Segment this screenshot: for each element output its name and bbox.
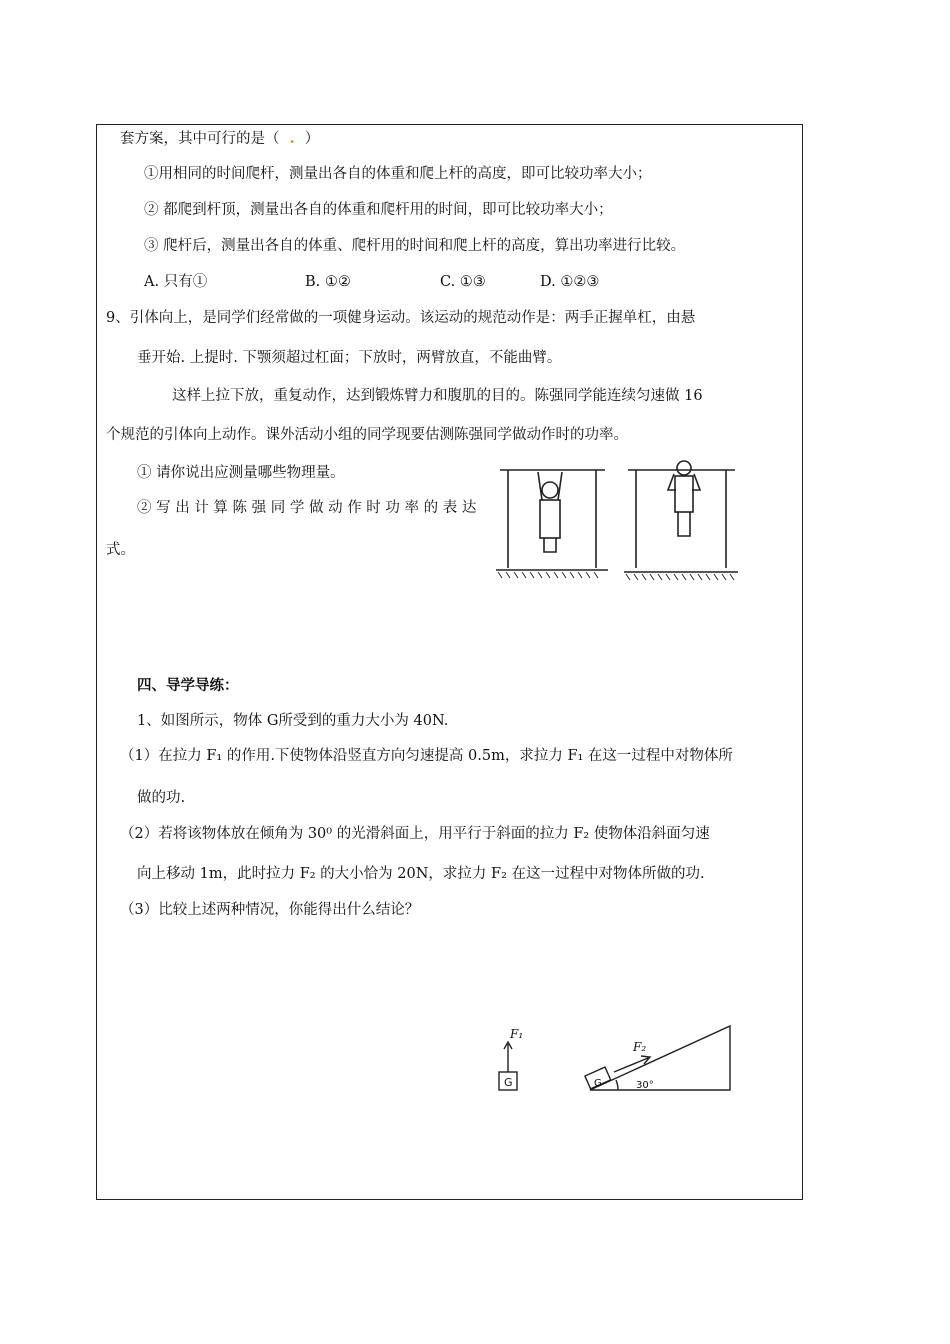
g-label-1: G — [504, 1076, 513, 1089]
section4-p4: （3）比较上述两种情况，你能得出什么结论？ — [120, 902, 420, 918]
q9-sub-2-end: 式。 — [106, 542, 135, 558]
q8-choice-c: C. ①③ — [440, 274, 486, 290]
g-label-2: G — [594, 1078, 602, 1089]
angle-label: 30° — [636, 1080, 654, 1091]
section-heading: 四、导学导练： — [137, 677, 239, 694]
q9-sub-2: ② 写 出 计 算 陈 强 同 学 做 动 作 时 功 率 的 表 达 — [137, 500, 477, 516]
q9-sub-1: ① 请你说出应测量哪些物理量。 — [137, 465, 345, 481]
section4-p2b: 做的功. — [137, 790, 186, 806]
q8-option-2: ② 都爬到杆顶，测量出各自的体重和爬杆用的时间，即可比较功率大小； — [144, 202, 613, 218]
q9-line-2: 垂开始. 上提时. 下颚须超过杠面；下放时，两臂放直，不能曲臂。 — [137, 350, 562, 366]
f2-label: F₂ — [633, 1040, 647, 1054]
section4-p1: 1、如图所示，物体 G所受到的重力大小为 40N. — [137, 713, 449, 729]
section4-p2a: （1）在拉力 F₁ 的作用.下使物体沿竖直方向匀速提高 0.5m，求拉力 F₁ 在这一过程中对物体所 — [120, 748, 733, 764]
f1-label: F₁ — [510, 1027, 524, 1041]
highlight-dot: . — [279, 130, 305, 147]
pull-up-figure — [490, 460, 740, 580]
q8-option-3: ③ 爬杆后，测量出各自的体重、爬杆用的时间和爬上杆的高度，算出功率进行比较。 — [144, 238, 686, 254]
q9-line-4: 个规范的引体向上动作。课外活动小组的同学现要估测陈强同学做动作时的功率。 — [106, 427, 628, 443]
q9-line-1: 9、引体向上，是同学们经常做的一项健身运动。该运动的规范动作是：两手正握单杠，由悬 — [106, 310, 696, 326]
q8-option-1: ①用相同的时间爬杆，测量出各自的体重和爬上杆的高度，即可比较功率大小； — [144, 166, 652, 182]
section4-p3b: 向上移动 1m，此时拉力 F₂ 的大小恰为 20N，求拉力 F₂ 在这一过程中对物体所做的功. — [137, 866, 705, 882]
q8-intro: 套方案，其中可行的是（ . ） — [120, 130, 320, 147]
q8-choice-b: B. ①② — [305, 274, 351, 290]
q8-choice-a: A. 只有① — [144, 274, 208, 290]
section4-p3a: （2）若将该物体放在倾角为 30⁰ 的光滑斜面上，用平行于斜面的拉力 F₂ 使物体沿斜面匀速 — [120, 826, 710, 842]
q9-line-3: 这样上拉下放，重复动作，达到锻炼臂力和腹肌的目的。陈强同学能连续匀速做 16 — [172, 388, 703, 404]
force-diagram — [490, 1020, 740, 1100]
q8-choice-d: D. ①②③ — [540, 274, 600, 290]
